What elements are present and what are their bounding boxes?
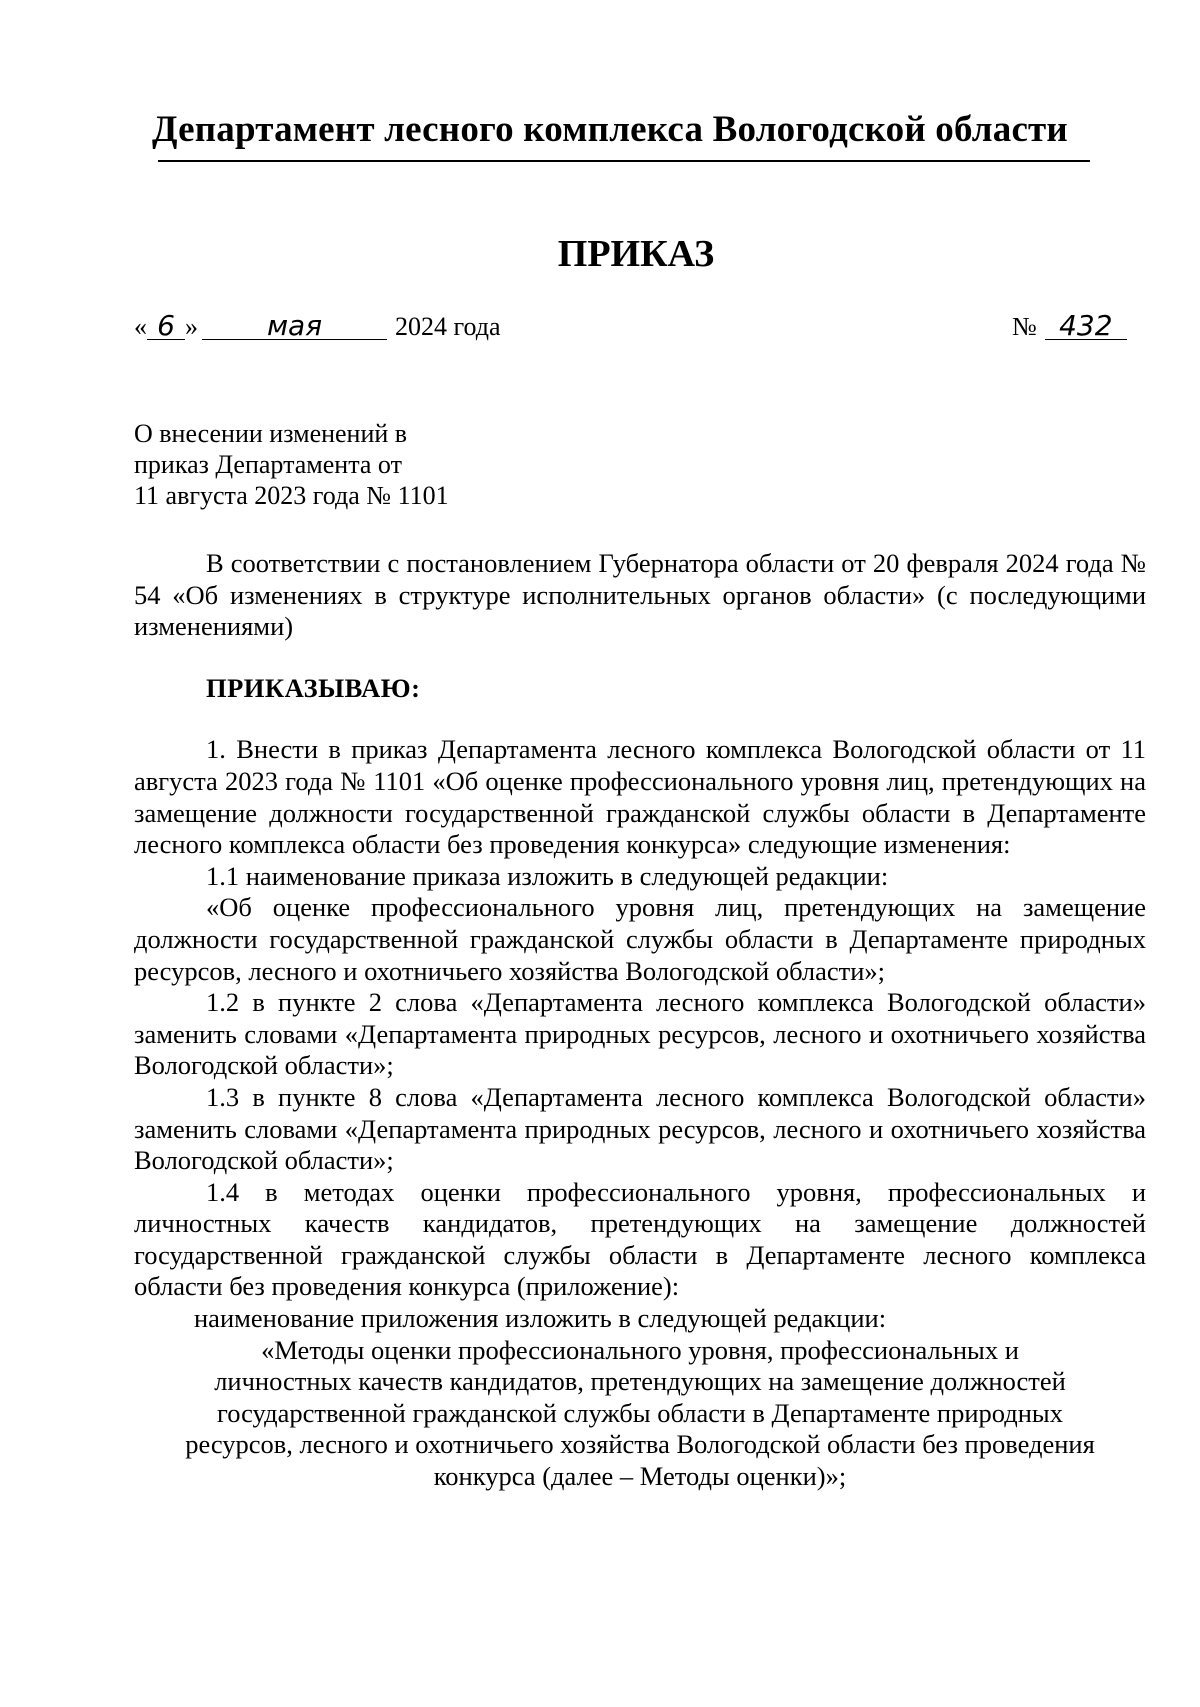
- date-close-quote: »: [185, 312, 198, 341]
- subject-line: приказ Департамента от: [134, 450, 402, 479]
- organization-title: Департамент лесного комплекса Вологодской области: [152, 109, 1068, 150]
- document-type-title: ПРИКАЗ: [557, 233, 715, 275]
- paragraph-1-4: 1.4 в методах оценки профессионального уровня, профессиональных и личностных качеств кандидатов, претендующих на замещение должностей государственной гражданской службы области в Департаменте лесного комплекса области без проведения конкурса (приложение):: [134, 1176, 1146, 1302]
- paragraph-1: 1. Внести в приказ Департамента лесного комплекса Вологодской области от 11 августа 2023 года № 1101 «Об оценке профессионального уровня лиц, претендующих на замещение должности государственной гражданской службы области в Департаменте лесного комплекса области без проведения конкурса» следующие изменения:: [134, 734, 1146, 860]
- subject-line: О внесении изменений в: [134, 419, 408, 448]
- order-word: ПРИКАЗЫВАЮ:: [206, 672, 421, 703]
- number-line: [1012, 309, 1127, 342]
- handwritten-number: 432: [1045, 313, 1127, 340]
- quote-line: государственной гражданской службы области в Департаменте природных: [217, 1397, 1063, 1428]
- quote-line: личностных качеств кандидатов, претендующих на замещение должностей: [214, 1366, 1066, 1397]
- subject-line: 11 августа 2023 года № 1101: [134, 481, 449, 510]
- preamble-paragraph: В соответствии с постановлением Губернатора области от 20 февраля 2024 года № 54 «Об изменениях в структуре исполнительных органов области» (с последующими изменениями): [134, 548, 1146, 642]
- date-open-quote: «: [134, 312, 147, 341]
- number-sign: №: [1012, 312, 1037, 341]
- paragraph-1-4-sub: наименование приложения изложить в следующей редакции:: [194, 1303, 887, 1334]
- date-line: [134, 309, 501, 342]
- handwritten-day: 6: [147, 313, 185, 340]
- paragraph-1-3: 1.3 в пункте 8 слова «Департамента лесного комплекса Вологодской области» заменить словами «Департамента природных ресурсов, лесного и охотничьего хозяйства Вологодской области»;: [134, 1081, 1146, 1176]
- paragraph-1-1: 1.1 наименование приказа изложить в следующей редакции:: [206, 860, 889, 891]
- paragraph-1-2: 1.2 в пункте 2 слова «Департамента лесного комплекса Вологодской области» заменить словами «Департамента природных ресурсов, лесного и охотничьего хозяйства Вологодской области»;: [134, 987, 1146, 1081]
- title-underline: [158, 160, 1090, 162]
- quote-line: ресурсов, лесного и охотничьего хозяйства Вологодской области без проведения: [185, 1429, 1095, 1460]
- date-year: 2024 года: [395, 312, 501, 341]
- subject-block: [134, 418, 449, 511]
- handwritten-month: мая: [202, 313, 387, 340]
- document-body: [134, 548, 1146, 1493]
- quote-line: конкурса (далее – Методы оценки)»;: [433, 1461, 847, 1492]
- quote-line: «Методы оценки профессионального уровня, профессиональных и: [261, 1334, 1019, 1365]
- paragraph-1-1-text: «Об оценке профессионального уровня лиц, претендующих на замещение должности государственной гражданской службы области в Департаменте природных ресурсов, лесного и охотничьего хозяйства Вологодской области»;: [134, 892, 1146, 986]
